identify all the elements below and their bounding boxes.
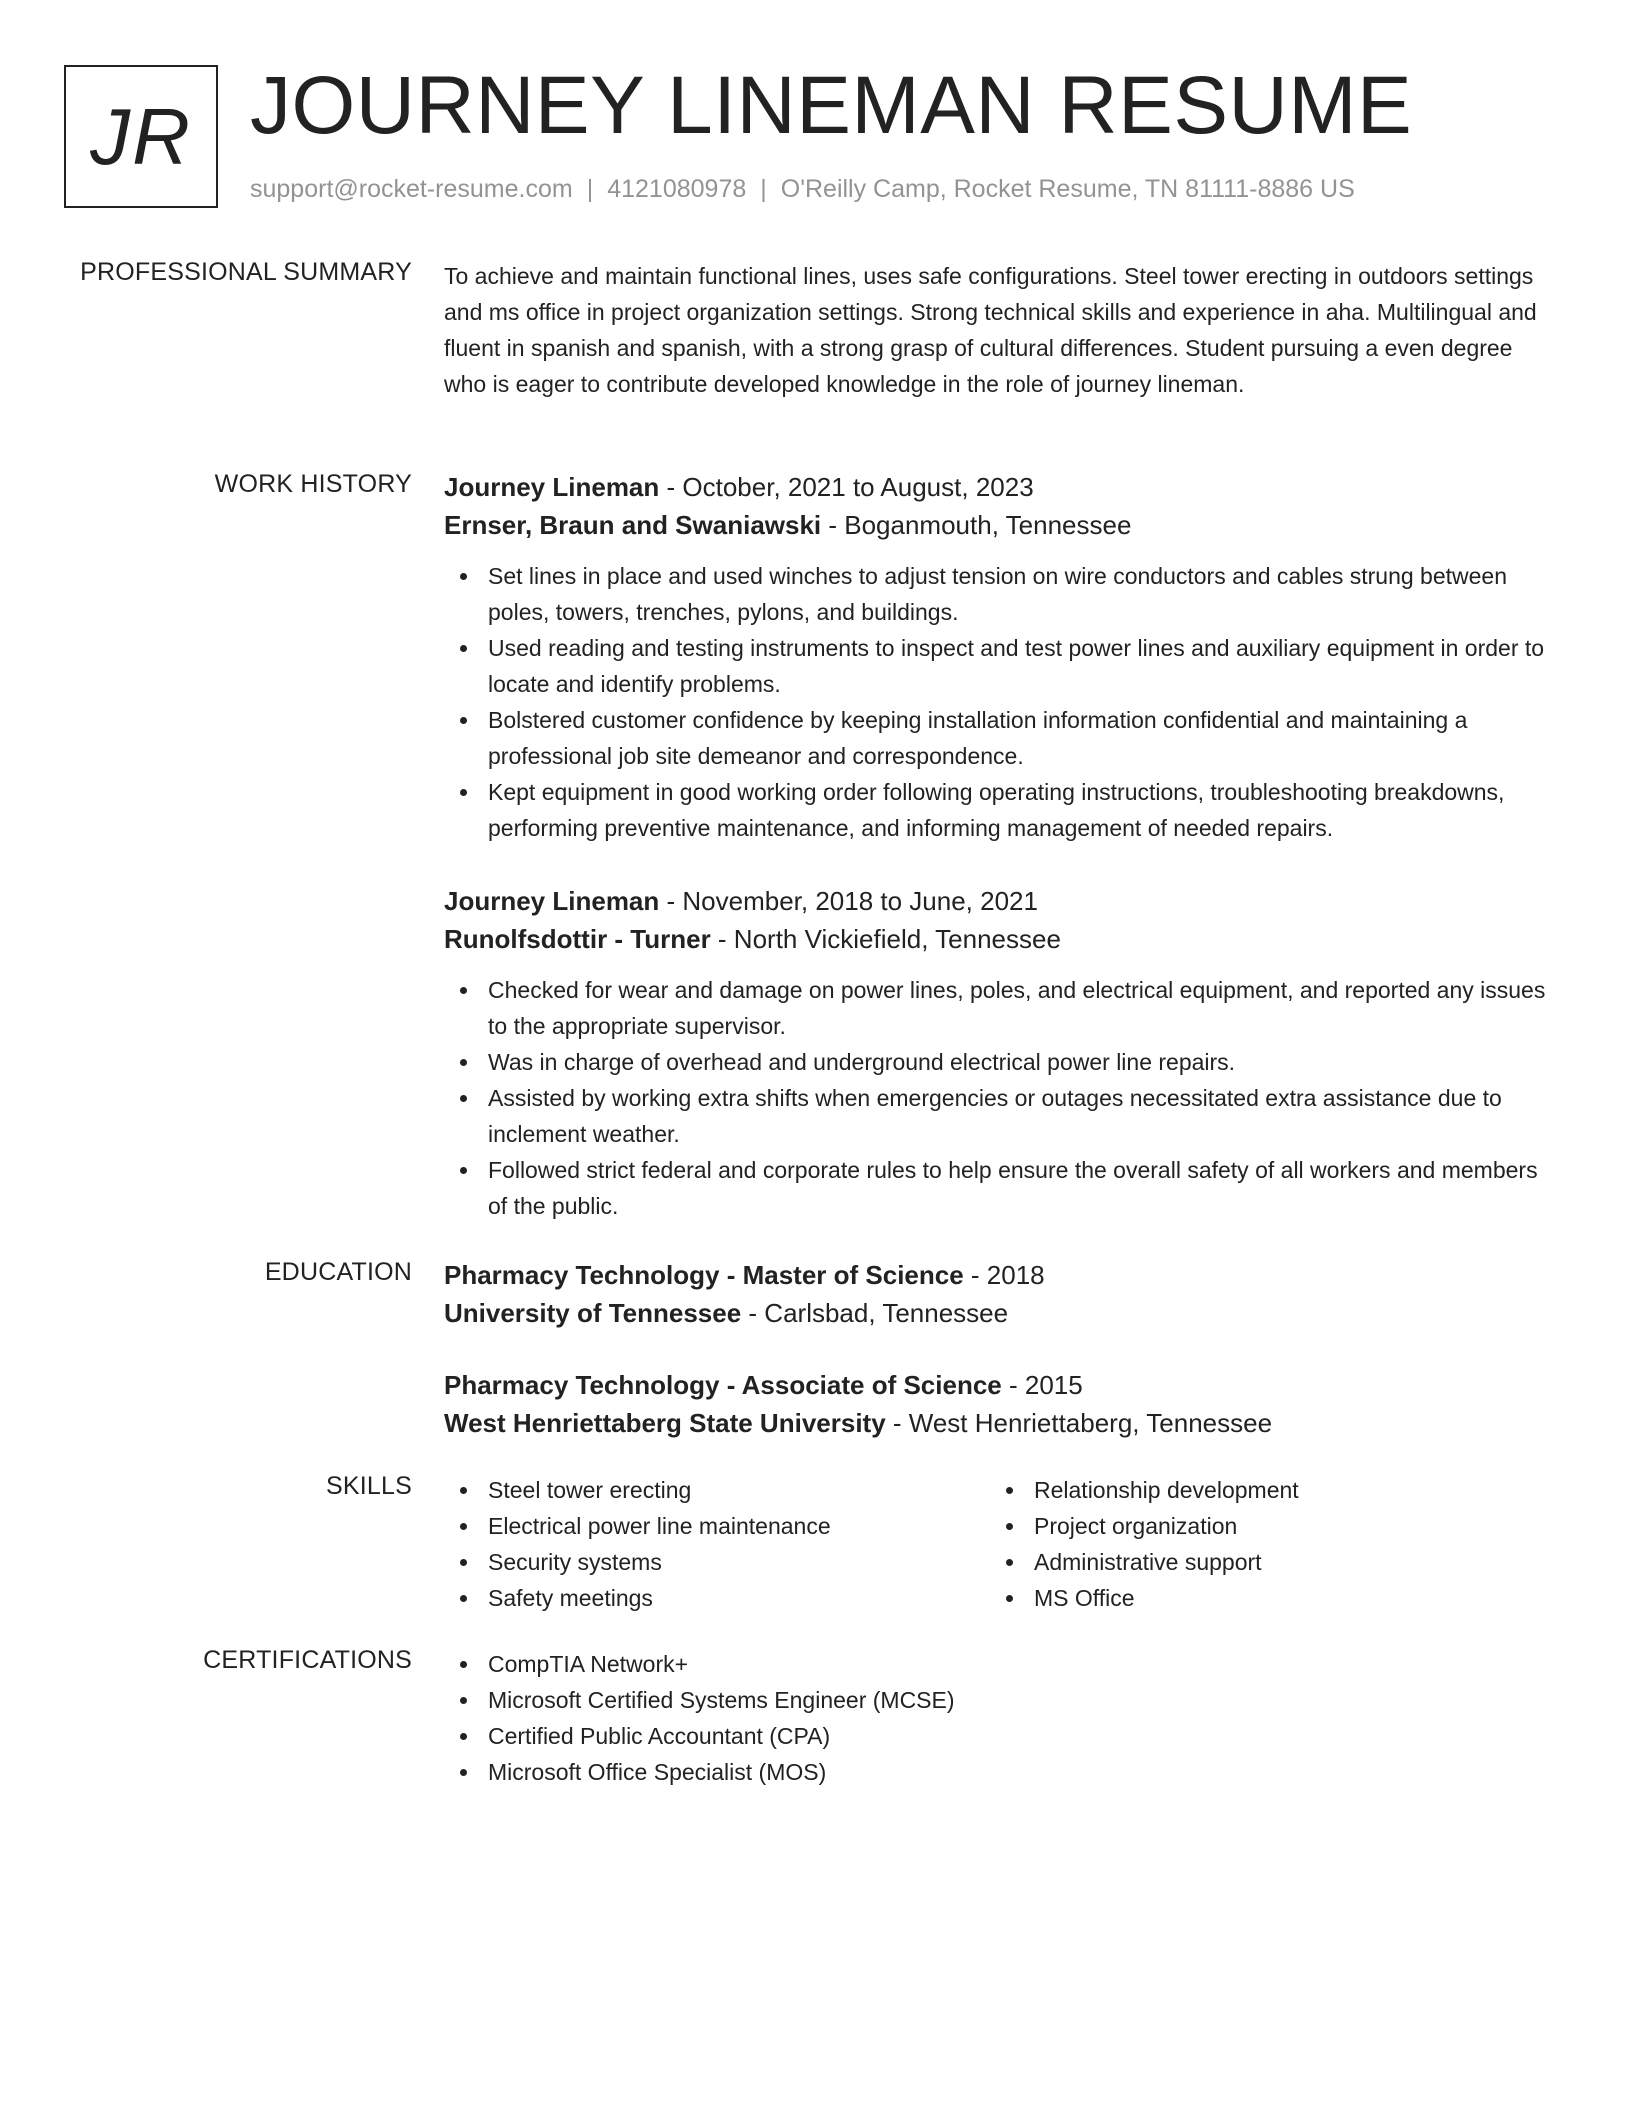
job-location: - North Vickiefield, Tennessee (710, 924, 1061, 954)
degree: Pharmacy Technology - Associate of Science (444, 1370, 1002, 1400)
job-dates: - November, 2018 to June, 2021 (659, 886, 1038, 916)
school: University of Tennessee (444, 1298, 742, 1328)
degree: Pharmacy Technology - Master of Science (444, 1260, 964, 1290)
contact-separator: | (586, 175, 594, 203)
education-entry (444, 1256, 1554, 1332)
contact-separator: | (760, 175, 767, 203)
graduation-year: - 2015 (1001, 1370, 1083, 1400)
section-label-summary: PROFESSIONAL SUMMARY (80, 258, 412, 286)
job-bullet: Checked for wear and damage on power lines, poles, and electrical equipment, and reported any issues to the appropriate supervisor. (444, 972, 1554, 1044)
summary-body (444, 258, 1554, 402)
job-bullets (444, 558, 1554, 846)
contact-email[interactable]: support@rocket-resume.com (250, 175, 573, 203)
job-company-line (444, 506, 1554, 544)
school: West Henriettaberg State University (444, 1408, 886, 1438)
section-label-education: EDUCATION (264, 1258, 412, 1286)
school-line (444, 1404, 1554, 1442)
certifications-list (444, 1646, 1444, 1790)
job-bullets (444, 972, 1554, 1224)
school-location: - West Henriettaberg, Tennessee (885, 1408, 1273, 1438)
job-entry (444, 468, 1554, 846)
job-dates: - October, 2021 to August, 2023 (659, 472, 1034, 502)
job-bullet: Followed strict federal and corporate rules to help ensure the overall safety of all workers and members of the public. (444, 1152, 1554, 1224)
skill-item: Security systems (444, 1544, 990, 1580)
certification-item: Microsoft Office Specialist (MOS) (444, 1754, 1444, 1790)
certification-item: CompTIA Network+ (444, 1646, 1444, 1682)
school-location: - Carlsbad, Tennessee (741, 1298, 1009, 1328)
skills-column-right (990, 1472, 1536, 1616)
section-label-skills: SKILLS (326, 1472, 412, 1500)
job-title: Journey Lineman (444, 472, 660, 502)
job-company: Runolfsdottir - Turner (444, 924, 711, 954)
graduation-year: - 2018 (963, 1260, 1045, 1290)
resume-header (64, 60, 1564, 210)
skill-item: Administrative support (990, 1544, 1536, 1580)
page-title: JOURNEY LINEMAN RESUME (250, 60, 1413, 151)
job-company: Ernser, Braun and Swaniawski (444, 510, 822, 540)
section-label-certifications: CERTIFICATIONS (203, 1646, 412, 1674)
degree-line (444, 1256, 1554, 1294)
skill-item: Steel tower erecting (444, 1472, 990, 1508)
job-company-line (444, 920, 1554, 958)
job-title: Journey Lineman (444, 886, 660, 916)
job-bullet: Kept equipment in good working order following operating instructions, troubleshooting breakdowns, performing preventive maintenance, and informing management of needed repairs. (444, 774, 1554, 846)
skill-item: Project organization (990, 1508, 1536, 1544)
job-title-line (444, 882, 1554, 920)
job-bullet: Used reading and testing instruments to inspect and test power lines and auxiliary equipment in order to locate and identify problems. (444, 630, 1554, 702)
degree-line (444, 1366, 1554, 1404)
school-line (444, 1294, 1554, 1332)
job-location: - Boganmouth, Tennessee (821, 510, 1132, 540)
skills-body (444, 1472, 1554, 1616)
contact-address: O'Reilly Camp, Rocket Resume, TN 81111-8886 US (780, 175, 1355, 203)
job-title-line (444, 468, 1554, 506)
skill-item: Relationship development (990, 1472, 1536, 1508)
education-entry (444, 1366, 1554, 1442)
contact-phone[interactable]: 4121080978 (607, 175, 747, 203)
job-entry (444, 882, 1554, 1224)
initials-monogram: JR (64, 65, 218, 208)
work-history-body (444, 468, 1554, 1224)
education-body (444, 1256, 1554, 1442)
section-label-work-history: WORK HISTORY (214, 470, 412, 498)
skills-column-left (444, 1472, 990, 1616)
job-bullet: Bolstered customer confidence by keeping installation information confidential and maintaining a professional job site demeanor and correspondence. (444, 702, 1554, 774)
certification-item: Certified Public Accountant (CPA) (444, 1718, 1444, 1754)
job-bullet: Assisted by working extra shifts when emergencies or outages necessitated extra assistance due to inclement weather. (444, 1080, 1554, 1152)
certifications-body (444, 1646, 1554, 1790)
job-bullet: Was in charge of overhead and underground electrical power line repairs. (444, 1044, 1554, 1080)
skill-item: Electrical power line maintenance (444, 1508, 990, 1544)
job-bullet: Set lines in place and used winches to adjust tension on wire conductors and cables strung between poles, towers, trenches, pylons, and buildings. (444, 558, 1554, 630)
summary-text: To achieve and maintain functional lines, uses safe configurations. Steel tower erecting in outdoors settings and ms office in project organization settings. Strong technical skills and experience in aha. Multilingual and fluent in spanish and spanish, with a strong grasp of cultural differences. Student pursuing a even degree who is eager to contribute developed knowledge in the role of journey lineman. (444, 263, 1537, 397)
certification-item: Microsoft Certified Systems Engineer (MCSE) (444, 1682, 1444, 1718)
skills-columns (444, 1472, 1554, 1616)
skill-item: Safety meetings (444, 1580, 990, 1616)
contact-line (250, 175, 1355, 204)
skill-item: MS Office (990, 1580, 1536, 1616)
